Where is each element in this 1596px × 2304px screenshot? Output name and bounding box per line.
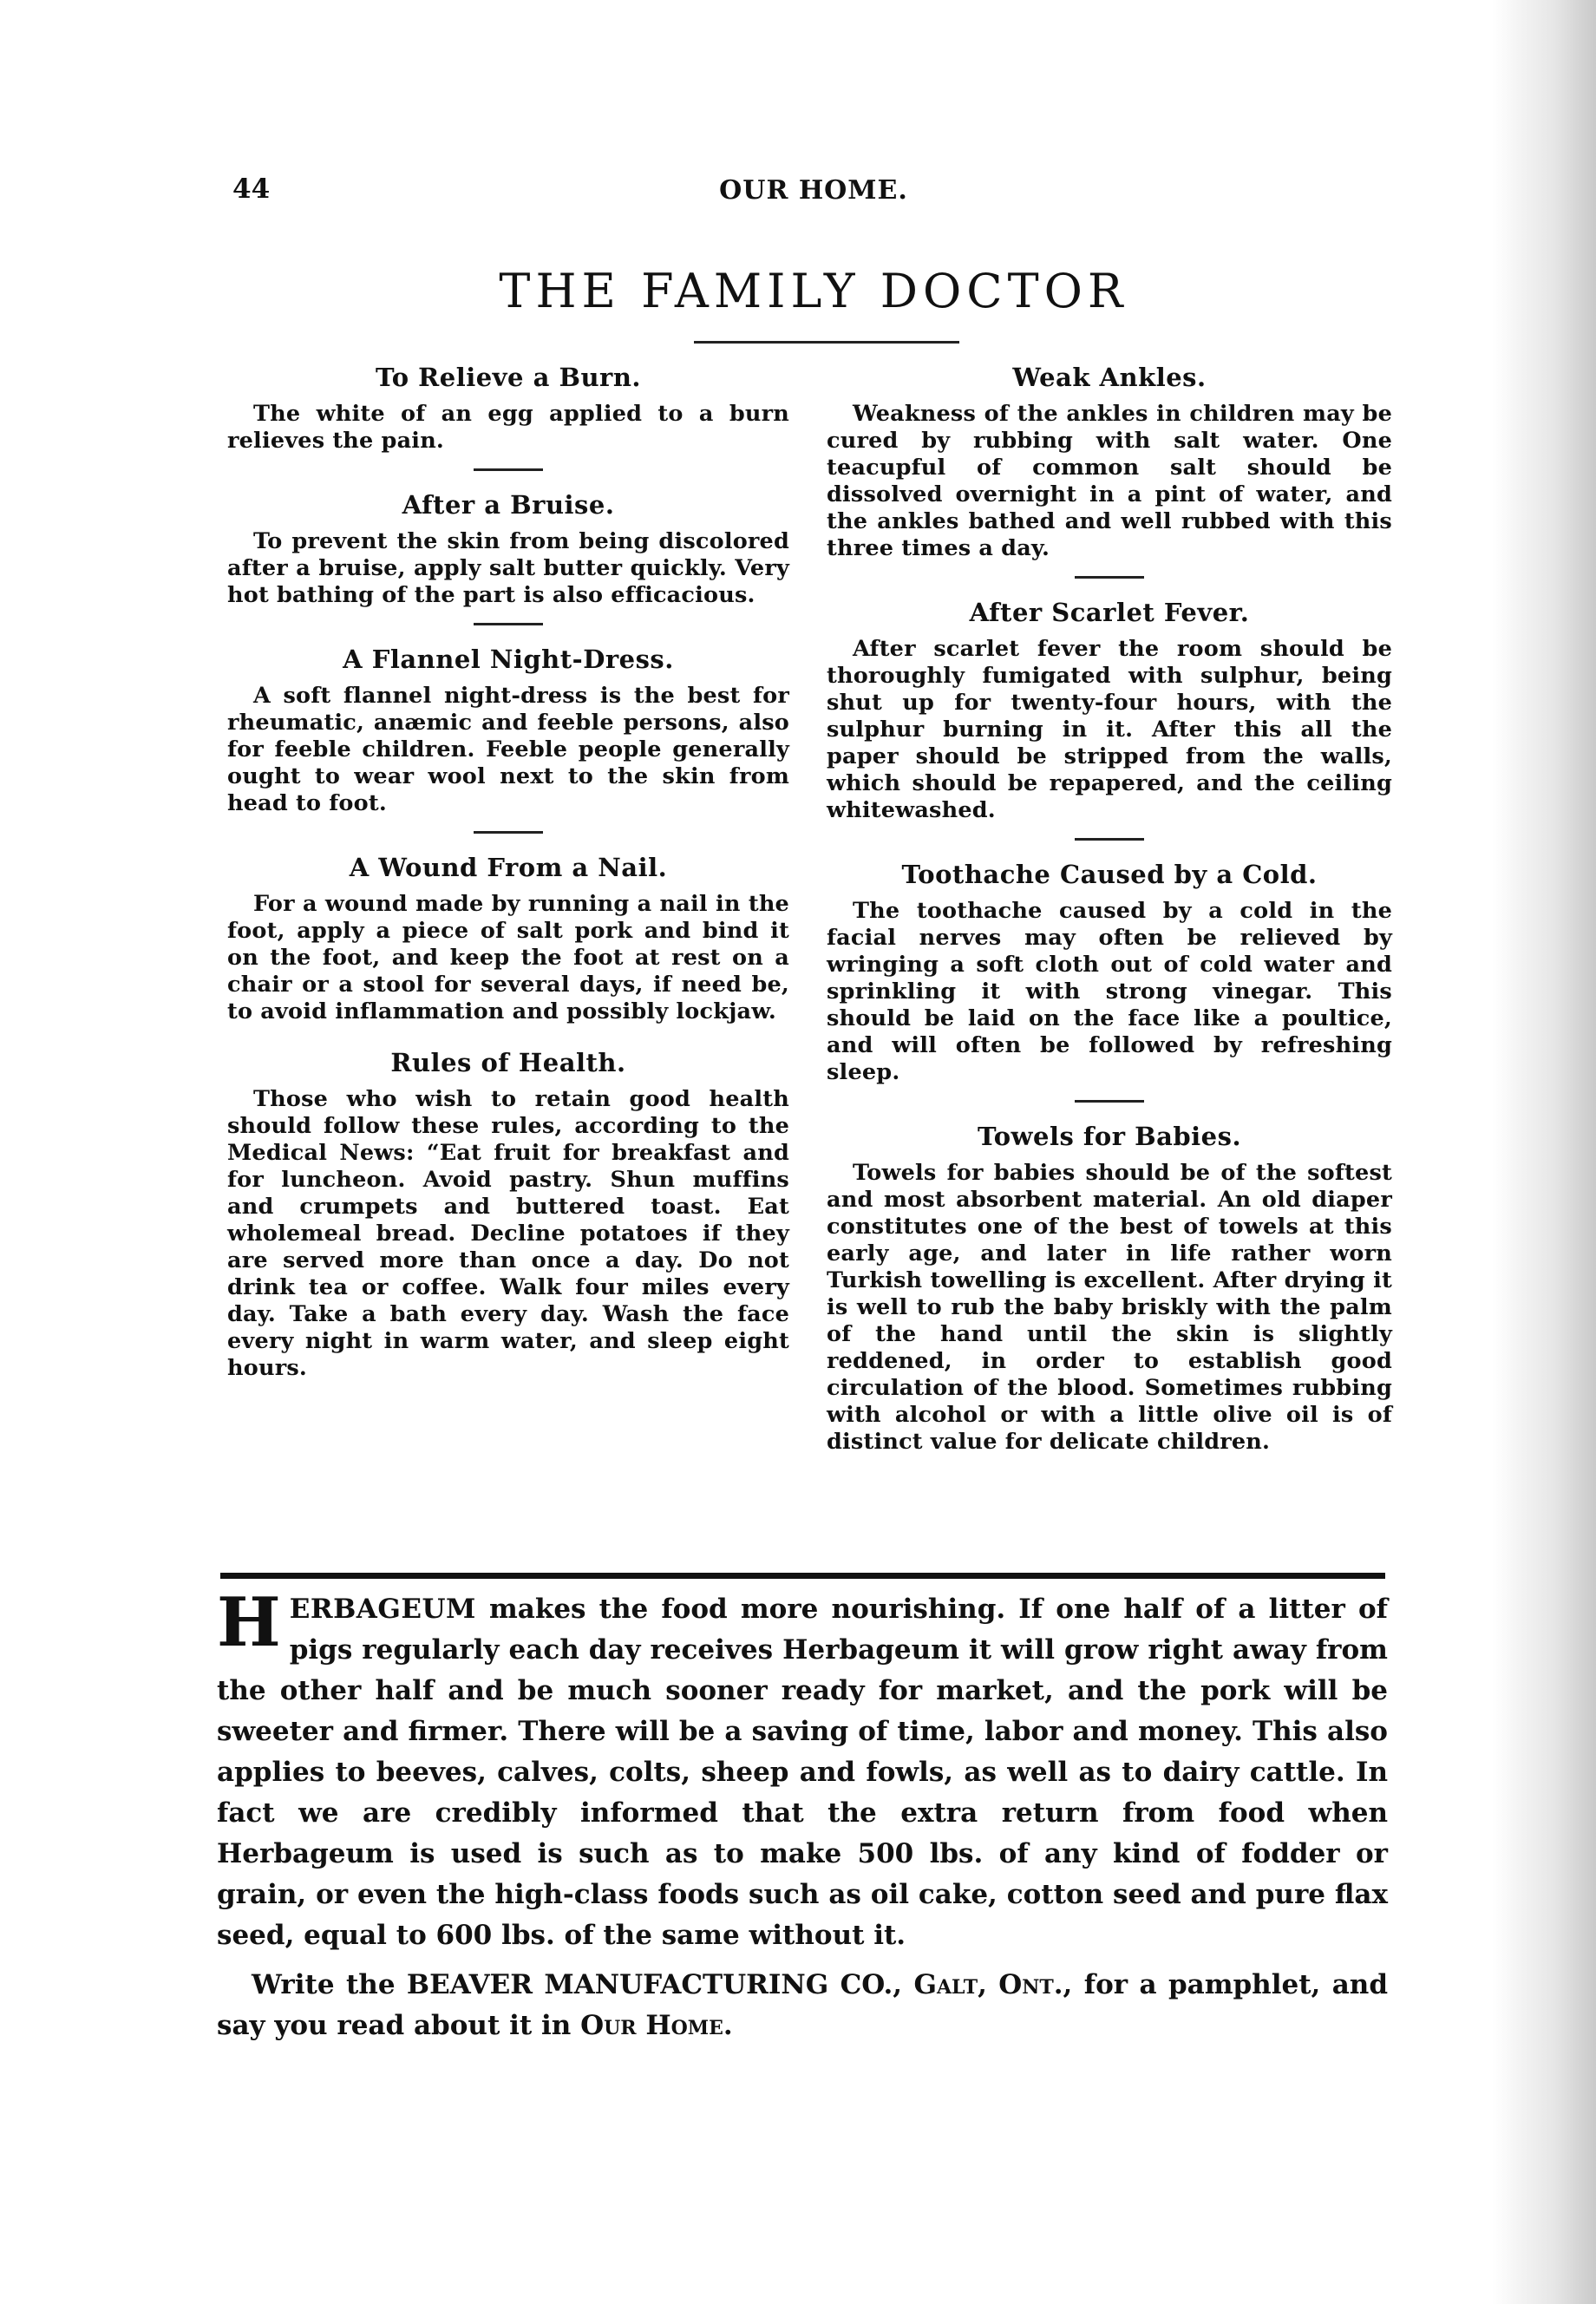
article-heading: Rules of Health.	[390, 1048, 626, 1077]
ad-text-2: , for a pamphlet, and say you read about it in	[217, 1969, 1389, 2041]
article-divider	[1075, 576, 1144, 579]
ad-paragraph-2	[217, 1965, 1388, 2046]
article-wound-from-nail	[227, 853, 789, 1025]
advertisement-rule	[220, 1573, 1385, 1579]
ad-period: .	[723, 2010, 733, 2041]
article-body: The white of an egg applied to a burn relieves the pain.	[227, 401, 789, 454]
article-body: To prevent the skin from being discolored after a bruise, apply salt butter quickly. Very hot bathing of the part is also efficacious.	[227, 528, 789, 608]
ad-text: makes the food more nourishing. If one half of a litter of pigs regularly each day receives Herbageum it will grow right away from the other half and be much sooner ready for market, and the pork will be sweeter and firmer. There will be a saving of time, labor and money. This also applies to beeves, calves, colts, sheep and fowls, as well as to dairy cattle. In fact we are credibly informed that the extra return from food when Herbageum is used is such as to make 500 lbs. of any kind of fodder or grain, or even the high-class foods such as oil cake, cotton seed and pure flax seed, equal to 600 lbs. of the same without it.	[217, 1594, 1388, 1951]
article-heading: A Wound From a Nail.	[349, 853, 668, 882]
article-rules-of-health	[227, 1048, 789, 1382]
spacer	[227, 1025, 789, 1048]
article-heading: Towels for Babies.	[977, 1122, 1242, 1151]
article-body: The toothache caused by a cold in the facial nerves may often be relieved by wringing a soft cloth out of cold water and sprinkling it with strong vinegar. This should be laid on the face like a poultice, and will often be followed by refreshing sleep.	[827, 898, 1392, 1085]
article-body: Towels for babies should be of the softest and most absorbent material. An old diaper constitutes one of the best of towels at this early age, and later in life rather worn Turkish towelling is excellent. After drying it is well to rub the baby briskly with the palm of the hand until the skin is slightly reddened, in order to establish good circulation of the blood. Sometimes rubbing with alcohol or with a little olive oil is of distinct value for delicate children.	[827, 1160, 1392, 1455]
article-heading: Toothache Caused by a Cold.	[901, 860, 1318, 889]
article-after-bruise	[227, 490, 789, 609]
page-number: 44	[232, 173, 271, 205]
article-body: For a wound made by running a nail in the foot, apply a piece of salt pork and bind it on the foot, and keep the foot at rest on a chair or a stool for several days, if need be, to avoid inflammation and possibly lockjaw.	[227, 891, 789, 1024]
page-header	[232, 173, 1395, 226]
herbageum-advertisement	[217, 1583, 1389, 2046]
article-after-scarlet-fever	[827, 598, 1392, 824]
running-head: OUR HOME.	[719, 175, 908, 206]
title-rule	[694, 341, 959, 344]
article-weak-ankles	[827, 363, 1392, 562]
ad-lead-word: ERBAGEUM	[289, 1594, 476, 1625]
article-body: Weakness of the ankles in children may be cured by rubbing with salt water. One teacupful of common salt should be dissolved overnight in a pint of water, and the ankles bathed and well rubbed with this three times a day.	[827, 401, 1392, 561]
ad-location: Galt, Ont.	[913, 1969, 1063, 2000]
article-flannel-night-dress	[227, 645, 789, 817]
article-divider	[1075, 1100, 1144, 1103]
drop-cap: H	[217, 1583, 281, 1662]
article-divider	[474, 468, 543, 471]
left-column	[227, 363, 789, 1382]
article-body: A soft flannel night-dress is the best for rheumatic, anæmic and feeble persons, also for feeble children. Feeble people generally ought to wear wool next to the skin from head to foot.	[227, 683, 789, 816]
article-heading: Weak Ankles.	[1012, 363, 1207, 392]
article-heading: After a Bruise.	[402, 490, 615, 520]
article-body: Those who wish to retain good health should follow these rules, according to the Medical News: “Eat fruit for breakfast and for luncheon. Avoid pastry. Shun muffins and crumpets and buttered toast. Eat wholemeal bread. Decline potatoes if they are served more than once a day. Do not drink tea or coffee. Walk four miles every day. Take a bath every day. Wash the face every night in warm water, and sleep eight hours.	[227, 1086, 789, 1381]
ad-paragraph-1	[217, 1583, 1388, 1956]
article-heading: After Scarlet Fever.	[969, 598, 1250, 627]
article-body: After scarlet fever the room should be thoroughly fumigated with sulphur, being shut up for twenty-four hours, with the sulphur burning in it. After this all the paper should be stripped from the walls, which should be repapered, and the ceiling whitewashed.	[827, 636, 1392, 823]
ad-company: Write the BEAVER MANUFACTURING CO.,	[252, 1969, 903, 2000]
article-toothache-cold	[827, 860, 1392, 1086]
page-edge-shadow	[1492, 0, 1596, 2304]
article-heading: To Relieve a Burn.	[375, 363, 642, 392]
article-towels-for-babies	[827, 1122, 1392, 1456]
article-heading: A Flannel Night-Dress.	[343, 645, 674, 674]
right-column	[827, 363, 1392, 1456]
article-relieve-burn	[227, 363, 789, 455]
article-divider	[1075, 838, 1144, 841]
article-divider	[474, 831, 543, 834]
article-divider	[474, 623, 543, 625]
ad-publication: Our Home	[580, 2010, 723, 2041]
section-title: THE FAMILY DOCTOR	[499, 264, 1128, 318]
